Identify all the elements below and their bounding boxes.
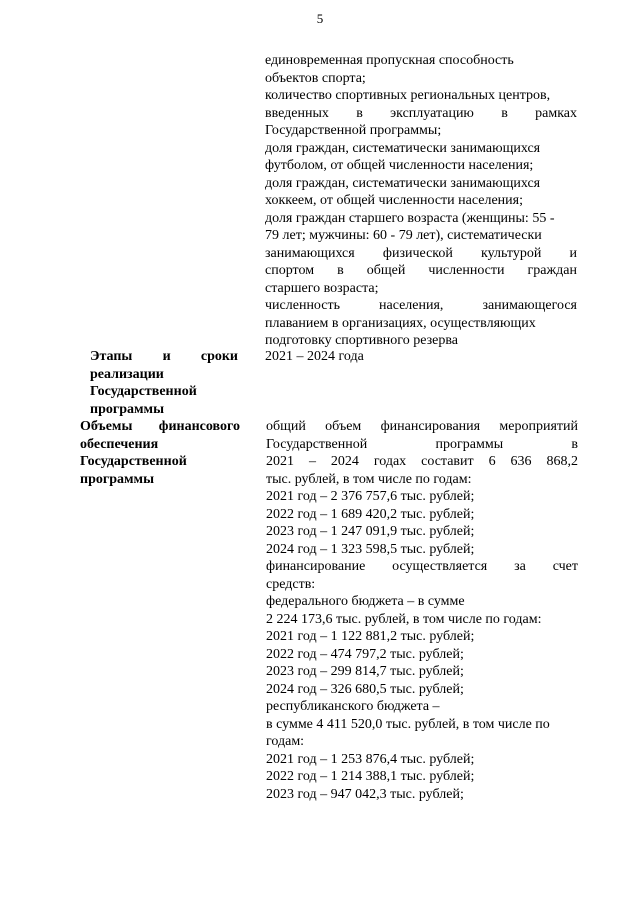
financing-line: 2022 год – 474 797,2 тыс. рублей;: [266, 646, 464, 662]
financing-line: в сумме 4 411 520,0 тыс. рублей, в том числе по: [266, 716, 550, 732]
financing-line: 2 224 173,6 тыс. рублей, в том числе по годам:: [266, 611, 542, 627]
stages-value-line: 2021 – 2024 года: [265, 349, 364, 364]
financing-line: общий объем финансирования мероприятий: [266, 419, 578, 434]
indicator-line: Государственной программы;: [265, 123, 442, 138]
financing-label-line: Объемы финансового: [80, 419, 240, 434]
financing-label: [80, 418, 240, 488]
indicator-line: введенных в эксплуатацию в рамках: [265, 105, 577, 121]
financing-value: [266, 418, 578, 803]
financing-line: средств:: [266, 576, 316, 592]
indicator-line: плаванием в организациях, осуществляющих: [265, 315, 536, 331]
stages-label: [90, 348, 238, 418]
indicator-line: футболом, от общей численности населения;: [265, 158, 534, 173]
financing-line: 2023 год – 1 247 091,9 тыс. рублей;: [266, 524, 475, 539]
indicator-line: объектов спорта;: [265, 70, 366, 86]
indicators-continued: [265, 52, 577, 350]
indicator-line: старшего возраста;: [265, 280, 379, 296]
indicator-line: численность населения, занимающегося: [265, 298, 577, 313]
financing-line: 2021 – 2024 годах составит 6 636 868,2: [266, 454, 578, 469]
financing-line: 2024 год – 1 323 598,5 тыс. рублей;: [266, 541, 475, 557]
financing-label-line: программы: [80, 471, 154, 487]
page-number: 5: [316, 11, 324, 26]
stages-label-line: Государственной: [90, 384, 197, 399]
stages-label-line: реализации: [90, 366, 164, 382]
indicator-line: количество спортивных региональных центров,: [265, 88, 551, 103]
indicator-line: спортом в общей численности граждан: [265, 263, 577, 278]
indicator-line: 79 лет; мужчины: 60 - 79 лет), систематически: [265, 228, 542, 243]
stages-label-line: Этапы и сроки: [90, 349, 238, 364]
financing-line: 2021 год – 2 376 757,6 тыс. рублей;: [266, 489, 475, 504]
stages-value: [265, 348, 577, 366]
financing-line: республиканского бюджета –: [266, 699, 440, 714]
financing-line: Государственной программы в: [266, 436, 578, 452]
financing-line: тыс. рублей, в том числе по годам:: [266, 471, 472, 487]
financing-line: 2022 год – 1 689 420,2 тыс. рублей;: [266, 506, 475, 522]
indicator-line: подготовку спортивного резерва: [265, 333, 458, 348]
financing-line: 2021 год – 1 253 876,4 тыс. рублей;: [266, 751, 475, 767]
financing-line: 2023 год – 947 042,3 тыс. рублей;: [266, 786, 464, 802]
indicator-line: единовременная пропускная способность: [265, 53, 514, 68]
indicator-line: занимающихся физической культурой и: [265, 245, 577, 261]
financing-line: 2021 год – 1 122 881,2 тыс. рублей;: [266, 629, 475, 644]
financing-line: федерального бюджета – в сумме: [266, 594, 465, 609]
stages-label-line: программы: [90, 401, 164, 417]
indicator-line: доля граждан, систематически занимающихся: [265, 140, 541, 156]
indicator-line: доля граждан, систематически занимающихся: [265, 175, 541, 191]
financing-line: 2022 год – 1 214 388,1 тыс. рублей;: [266, 769, 475, 784]
financing-line: годам:: [266, 734, 305, 749]
financing-line: финансирование осуществляется за счет: [266, 559, 578, 574]
indicator-line: хоккеем, от общей численности населения;: [265, 193, 523, 208]
financing-label-line: обеспечения: [80, 436, 159, 452]
financing-line: 2023 год – 299 814,7 тыс. рублей;: [266, 664, 464, 679]
indicator-line: доля граждан старшего возраста (женщины: 55 -: [265, 210, 555, 226]
financing-label-line: Государственной: [80, 454, 187, 469]
financing-line: 2024 год – 326 680,5 тыс. рублей;: [266, 681, 464, 697]
